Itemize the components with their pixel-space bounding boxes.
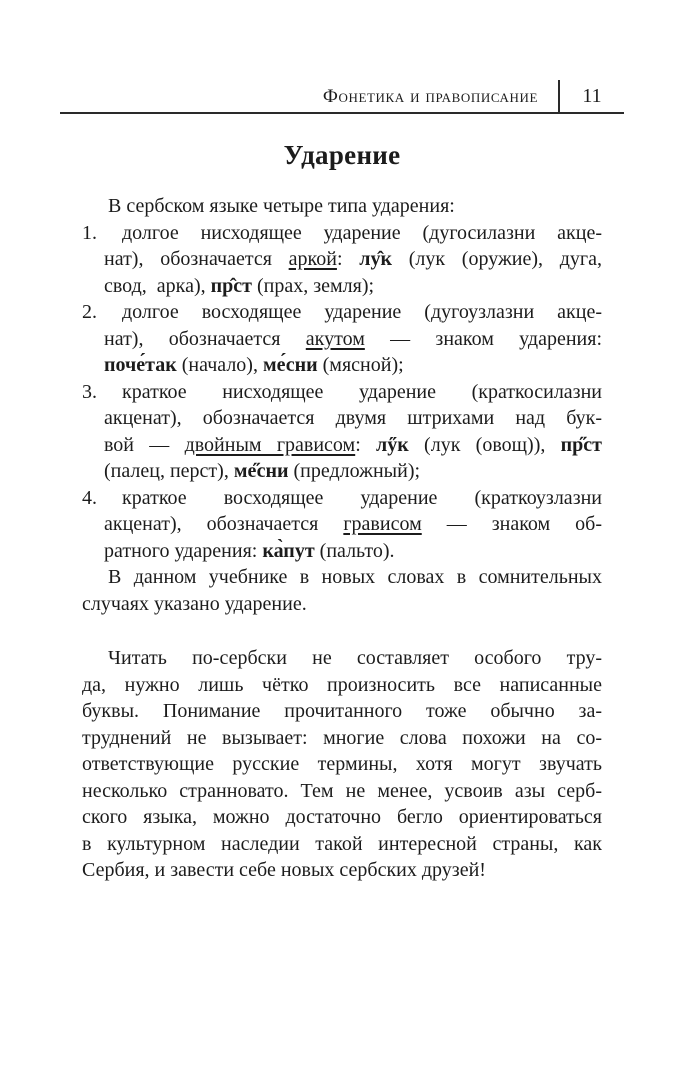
list-item-number: 4. xyxy=(82,486,97,509)
accent-example-word: лӳк xyxy=(376,433,409,456)
underlined-term: двойным грависом xyxy=(184,433,356,456)
accent-example-word: лу̂к xyxy=(359,248,392,270)
text-run: ответствующие русские термины, хотя могут звучать xyxy=(82,753,602,775)
text-line xyxy=(82,778,602,805)
text-run: случаях указано ударение. xyxy=(82,592,307,615)
paragraph xyxy=(82,645,602,884)
text-run: ского языка, можно достаточно бегло ориентироваться xyxy=(82,806,602,828)
text-run: : xyxy=(336,248,360,270)
accent-type-list xyxy=(82,220,602,565)
book-page xyxy=(0,80,684,1080)
text-run: долгое восходящее ударение (дугоузлазни акце- xyxy=(122,301,602,323)
page-body xyxy=(82,193,602,884)
accent-example-word: пр̋ст xyxy=(560,433,602,456)
text-run: краткое восходящее ударение (краткоузлазни xyxy=(122,486,602,509)
text-line xyxy=(82,220,602,247)
text-line xyxy=(104,511,602,538)
body-paragraphs xyxy=(82,564,602,884)
text-line xyxy=(82,299,602,326)
text-line xyxy=(104,273,602,300)
text-run: (начало), xyxy=(176,354,263,376)
text-line xyxy=(104,538,602,565)
text-line xyxy=(82,379,602,406)
text-run: (мясной); xyxy=(317,354,404,376)
underlined-term: акутом xyxy=(305,327,365,350)
text-line xyxy=(82,751,602,778)
text-line xyxy=(104,326,602,353)
text-run: в культурном наследии такой интересной страны, как xyxy=(82,832,602,855)
text-run: ратного ударения: xyxy=(104,539,263,562)
paragraph xyxy=(82,564,602,617)
intro-paragraph xyxy=(82,193,602,220)
text-run: (палец, перст), xyxy=(104,460,234,482)
text-run: краткое нисходящее ударение (краткосилазни xyxy=(122,380,602,403)
text-run: : xyxy=(355,433,377,456)
text-run: Читать по-сербски не составляет особого тру- xyxy=(108,647,602,669)
list-item-number: 3. xyxy=(82,380,97,403)
text-line xyxy=(82,672,602,699)
accent-example-word: ме̋сни xyxy=(233,460,289,482)
list-item xyxy=(82,379,602,485)
text-run: вой — xyxy=(104,433,185,456)
text-line xyxy=(104,352,602,379)
text-run: (прах, земля); xyxy=(251,274,375,297)
accent-example-word: пр̂ст xyxy=(210,274,252,297)
text-run: свод, арка), xyxy=(104,274,211,297)
text-line xyxy=(82,698,602,725)
text-line xyxy=(82,804,602,831)
text-run: долгое нисходящее ударение (дугосилазни акце- xyxy=(122,221,602,244)
text-line xyxy=(82,645,602,672)
text-run: нат), обозначается xyxy=(104,327,306,350)
text-run: (лук (оружие), дуга, xyxy=(391,248,602,270)
text-line xyxy=(104,246,602,273)
text-line xyxy=(82,193,602,220)
text-line xyxy=(82,831,602,858)
underlined-term: грависом xyxy=(343,513,422,535)
page-number: 11 xyxy=(582,85,602,107)
text-run: нат), обозначается xyxy=(104,248,289,270)
text-line xyxy=(104,432,602,459)
underlined-term: аркой xyxy=(288,248,337,270)
text-run: несколько странновато. Тем не менее, усвоив азы серб- xyxy=(82,779,602,802)
running-head xyxy=(60,80,624,114)
text-run: акценат), обозначается двумя штрихами над бук- xyxy=(104,407,602,429)
text-line xyxy=(82,564,602,591)
accent-example-word: ка̀пут xyxy=(262,539,315,562)
text-run: (лук (овощ)), xyxy=(408,433,561,456)
section-title: Фонетика и правописание xyxy=(322,86,538,107)
list-item xyxy=(82,299,602,379)
text-line xyxy=(82,725,602,752)
text-run: труднений не вызывает: многие слова похожи на со- xyxy=(82,726,602,749)
text-run: буквы. Понимание прочитанного тоже обычно за- xyxy=(82,700,602,722)
text-line xyxy=(82,591,602,618)
list-item xyxy=(82,485,602,565)
accent-example-word: ме́сни xyxy=(262,354,318,376)
text-run: Сербия, и завести себе новых сербских друзей! xyxy=(82,859,486,881)
chapter-heading: Ударение xyxy=(283,140,401,170)
text-run: акценат), обозначается xyxy=(104,513,344,535)
text-line xyxy=(82,857,602,884)
text-line xyxy=(82,485,602,512)
text-run: В сербском языке четыре типа ударения: xyxy=(108,195,455,217)
text-run: — знаком ударения: xyxy=(364,327,602,350)
accent-example-word: поче́так xyxy=(104,354,177,376)
list-item xyxy=(82,220,602,300)
text-line xyxy=(104,458,602,485)
list-item-number: 1. xyxy=(82,221,97,244)
text-run: (предложный); xyxy=(288,460,421,482)
text-run: — знаком об- xyxy=(421,513,602,535)
text-run: (пальто). xyxy=(314,539,395,562)
text-run: В данном учебнике в новых словах в сомнительных xyxy=(108,566,602,588)
text-run: да, нужно лишь чётко произносить все написанные xyxy=(82,673,602,696)
text-line xyxy=(104,405,602,432)
list-item-number: 2. xyxy=(82,301,97,323)
